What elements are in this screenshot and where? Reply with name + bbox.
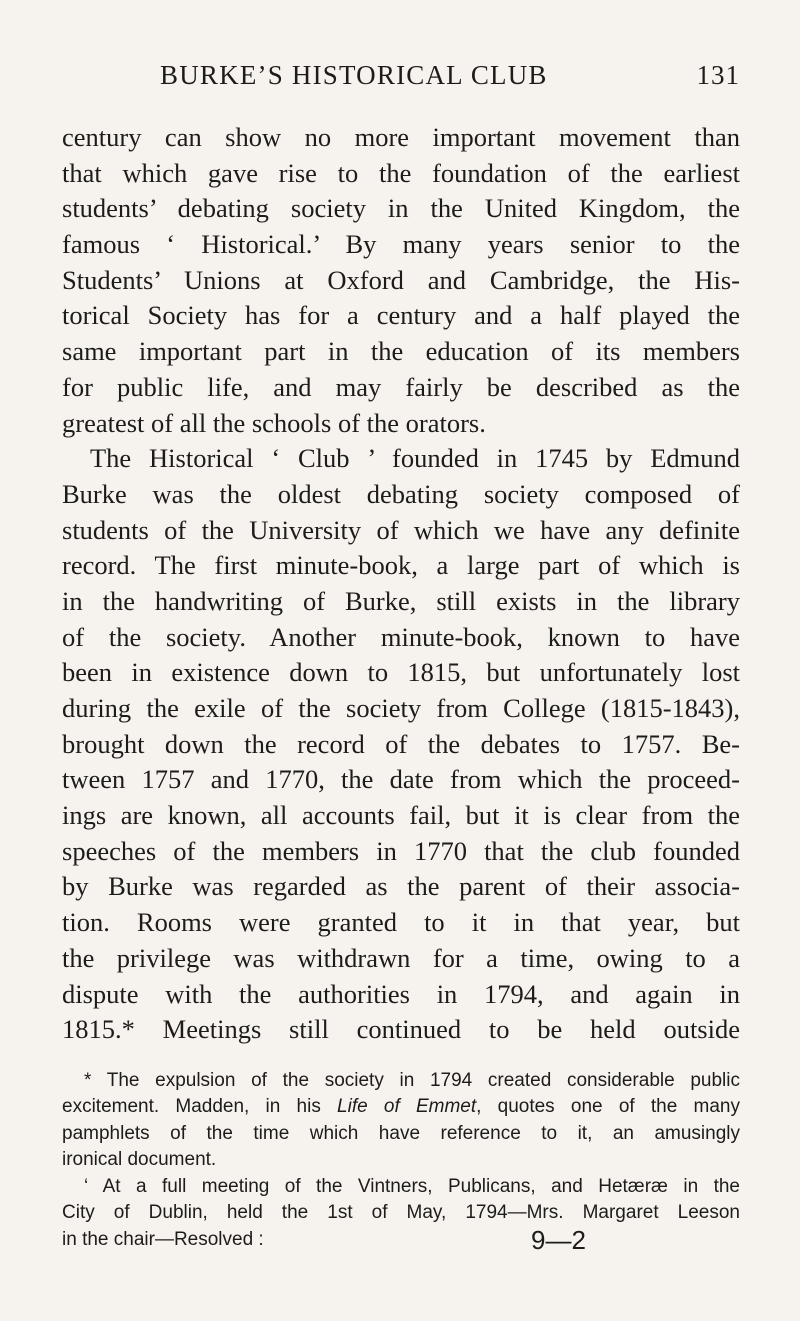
body-line: record. The first minute-book, a large part of which is: [62, 550, 740, 581]
body-line: of the society. Another minute-book, known to have: [62, 621, 740, 652]
footnote-line: [62, 1094, 740, 1121]
footnote-line: ‘ At a full meeting of the Vintners, Publicans, and Hetæræ in the: [84, 1175, 740, 1197]
body-text: [62, 120, 740, 1048]
body-line: tion. Rooms were granted to it in that year, but: [62, 907, 740, 938]
body-line: speeches of the members in 1770 that the club founded: [62, 835, 740, 866]
body-line: greatest of all the schools of the orators.: [62, 407, 486, 438]
body-line: torical Society has for a century and a half played the: [62, 300, 740, 331]
footnote-book-title: Life of Emmet: [337, 1096, 477, 1118]
running-head: [62, 60, 740, 104]
body-line: tween 1757 and 1770, the date from which the proceed-: [62, 764, 740, 795]
signature-mark: 9—2: [531, 1225, 586, 1255]
footnote-text: , quotes one of the many: [476, 1096, 740, 1118]
body-line: same important part in the education of its members: [62, 336, 740, 367]
body-line: ings are known, all accounts fail, but it is clear from the: [62, 800, 740, 831]
body-line: dispute with the authorities in 1794, and again in: [62, 978, 740, 1009]
body-line: famous ‘ Historical.’ By many years senior to the: [62, 229, 740, 260]
body-line: for public life, and may fairly be described as the: [62, 371, 740, 402]
body-line: Burke was the oldest debating society composed of: [62, 478, 740, 509]
body-line: century can show no more important movement than: [62, 122, 740, 152]
body-line: the privilege was withdrawn for a time, owing to a: [62, 942, 740, 973]
body-line: during the exile of the society from College (1815-1843),: [62, 693, 740, 723]
footnotes: [62, 1068, 740, 1254]
footnote-line: ironical document.: [62, 1149, 217, 1171]
body-line: brought down the record of the debates to 1757. Be-: [62, 728, 740, 759]
body-line: students’ debating society in the United Kingdom, the: [62, 193, 740, 224]
footnote-text: excitement. Madden, in his: [62, 1096, 338, 1118]
body-line: been in existence down to 1815, but unfortunately lost: [62, 657, 740, 688]
page: [62, 60, 740, 1253]
body-line: in the handwriting of Burke, still exists in the library: [62, 585, 740, 616]
body-line: students of the University of which we have any definite: [62, 514, 740, 545]
body-line: 1815.* Meetings still continued to be held outside: [62, 1014, 740, 1045]
body-line: Students’ Unions at Oxford and Cambridge, the His-: [62, 264, 740, 295]
footnote-line: * The expulsion of the society in 1794 created considerable public: [84, 1069, 740, 1091]
footnote-line: pamphlets of the time which have reference to it, an amusingly: [62, 1122, 740, 1144]
running-title: BURKE’S HISTORICAL CLUB: [160, 60, 548, 90]
footnote-line: in the chair—Resolved :: [62, 1228, 264, 1250]
body-line: by Burke was regarded as the parent of their associa-: [62, 871, 740, 902]
body-line: that which gave rise to the foundation of the earliest: [62, 157, 740, 188]
body-line: The Historical ‘ Club ’ founded in 1745 by Edmund: [90, 443, 740, 474]
footnote-line: City of Dublin, held the 1st of May, 1794—Mrs. Margaret Leeson: [62, 1202, 740, 1224]
page-number: 131: [696, 60, 740, 90]
